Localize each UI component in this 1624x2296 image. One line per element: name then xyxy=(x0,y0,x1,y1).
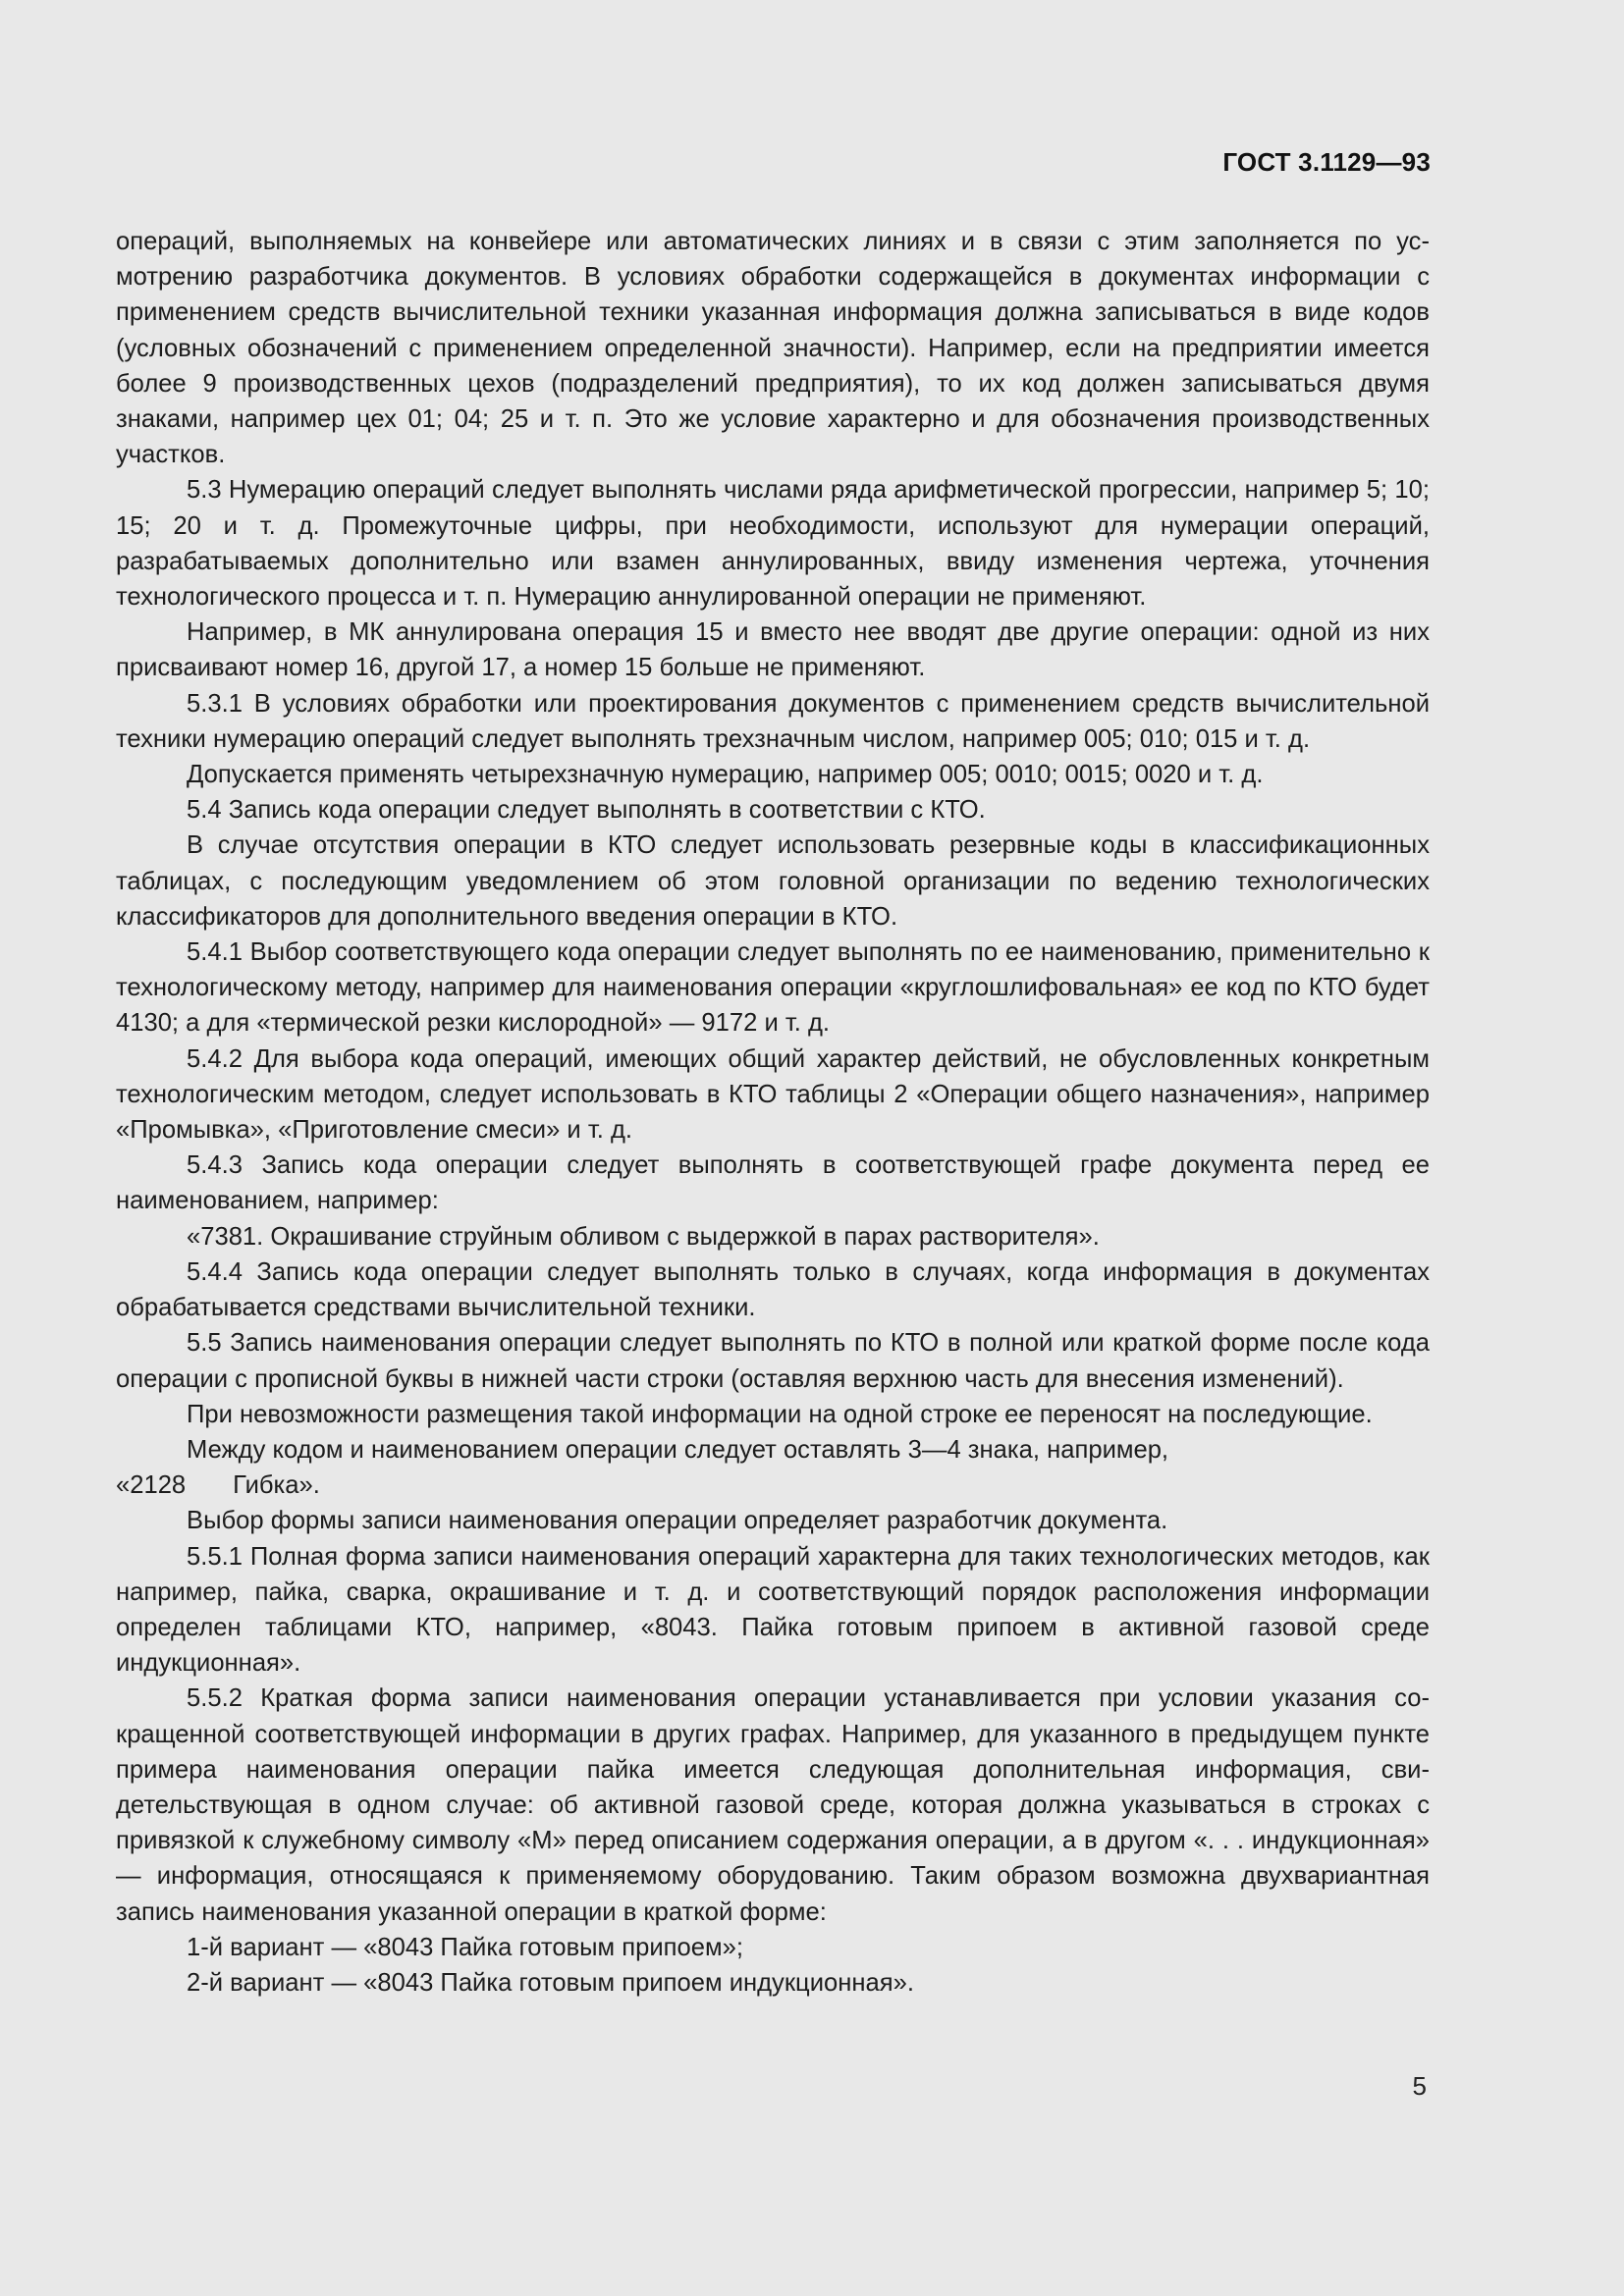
paragraph-5-3-1: 5.3.1 В условиях обработки или проектирования документов с применением средств вычислительной техники нумерацию операций следует выполнять трехзначным числом, например 005; 010; 015 и т. д. xyxy=(116,689,1430,753)
paragraph-5-5: 5.5 Запись наименования операции следует выполнять по КТО в полной или краткой форме после кода операции с прописной буквы в нижней части строки (оставляя верхнюю часть для внесения изменений). xyxy=(116,1329,1430,1393)
paragraph-example-7381: «7381. Окрашивание струйным обливом с выдержкой в парах растворителя». xyxy=(187,1222,1100,1251)
paragraph-5-4-4: 5.4.4 Запись кода операции следует выполнять только в случаях, когда информация в документах обрабатывается средствами вычислительной техники. xyxy=(116,1257,1430,1322)
paragraph-5-3: 5.3 Нумерацию операций следует выполнять числами ряда арифметической прогрессии, например 5; 10; 15; 20 и т. д. Промежуточные цифры, при необходимости, используют для нумерации операций, разрабатываемых дополнительно или взамен аннулированных, ввиду изменения чертежа, уточнения технологического процесса и т. п. Нумерацию аннулированной операции не применяют. xyxy=(116,476,1430,612)
paragraph-5-5-2: 5.5.2 Краткая форма записи наименования операции устанавливается при условии указания сокращенной соответствующей информации в других графах. Например, для указанного в предыдущем пункте примера наименования операции пайка имеется следующая дополнительная информация, свидетельствующая в одном случае: об активной газовой среде, которая должна указываться в строках с привязкой к служебному символу «М» перед описанием содержания операции, а в другом «. . . индукционная» — информация, относящаяся к применяемому оборудованию. Таким образом возможна двухвариантная запись наименования указанной операции в краткой форме: xyxy=(116,1684,1430,1926)
paragraph-example-mk: Например, в МК аннулирована операция 15 и вместо нее вводят две другие операции: одной из них присваивают номер 16, другой 17, а номер 15 больше не применяют. xyxy=(116,618,1430,682)
example-code-line xyxy=(116,1468,1430,1503)
paragraph-variant-1: 1-й вариант — «8043 Пайка готовым припоем»; xyxy=(187,1933,743,1961)
paragraph-5-5-1: 5.5.1 Полная форма записи наименования операций характерна для таких технологических методов, как например, пайка, сварка, окрашивание и т. д. и соответствующий порядок расположения информации определен таблицами КТО, например, «8043. Пайка готовым припоем в активной газовой среде индукционная». xyxy=(116,1542,1430,1678)
page-number: 5 xyxy=(1412,2071,1427,2101)
paragraph-code-spacing: Между кодом и наименованием операции следует оставлять 3—4 знака, например, xyxy=(187,1435,1169,1464)
paragraph-reserve-codes: В случае отсутствия операции в КТО следует использовать резервные коды в классификационных таблицах, с последующим уведомлением об этом головной организации по ведению технологических классификаторов для дополнительного введения операции в КТО. xyxy=(116,831,1430,931)
document-code-header: ГОСТ 3.1129—93 xyxy=(1222,147,1431,177)
paragraph-line-wrap: При невозможности размещения такой информации на одной строке ее переносят на последующие. xyxy=(187,1400,1373,1428)
paragraph-5-4: 5.4 Запись кода операции следует выполнять в соответствии с КТО. xyxy=(187,796,986,825)
paragraph-variant-2: 2-й вариант — «8043 Пайка готовым припоем индукционная». xyxy=(187,1968,914,1997)
example-code: «2128 xyxy=(116,1471,187,1500)
paragraph-5-4-3: 5.4.3 Запись кода операции следует выполнять в соответствующей графе документа перед ее наименованием, например: xyxy=(116,1151,1430,1215)
paragraph-5-4-2: 5.4.2 Для выбора кода операций, имеющих общий характер действий, не обусловленных конкретным технологическим методом, следует использовать в КТО таблицы 2 «Операции общего назначения», например «Промывка», «Приготовление смеси» и т. д. xyxy=(116,1044,1430,1145)
paragraph-form-choice: Выбор формы записи наименования операции определяет разработчик документа. xyxy=(187,1507,1168,1535)
document-body xyxy=(116,224,1430,2001)
paragraph-continuation: операций, выполняемых на конвейере или автоматических линиях и в связи с этим заполняется по усмотрению разработчика документов. В условиях обработки содержащейся в документах информации с применением средств вычислительной техники указанная информация должна записываться в виде кодов (условных обозначений с применением определенной значности). Например, если на предприятии имеется более 9 производственных цехов (подразделений предприятия), то их код должен записываться двумя знаками, например цех 01; 04; 25 и т. п. Это же условие характерно и для обозначения производственных участков. xyxy=(116,228,1430,469)
example-name: Гибка». xyxy=(233,1471,320,1500)
paragraph-four-digit: Допускается применять четырехзначную нумерацию, например 005; 0010; 0015; 0020 и т. д. xyxy=(187,761,1264,789)
paragraph-5-4-1: 5.4.1 Выбор соответствующего кода операции следует выполнять по ее наименованию, применительно к технологическому методу, например для наименования операции «круглошлифовальная» ее код по КТО будет 4130; а для «термической резки кислородной» — 9172 и т. д. xyxy=(116,938,1430,1038)
